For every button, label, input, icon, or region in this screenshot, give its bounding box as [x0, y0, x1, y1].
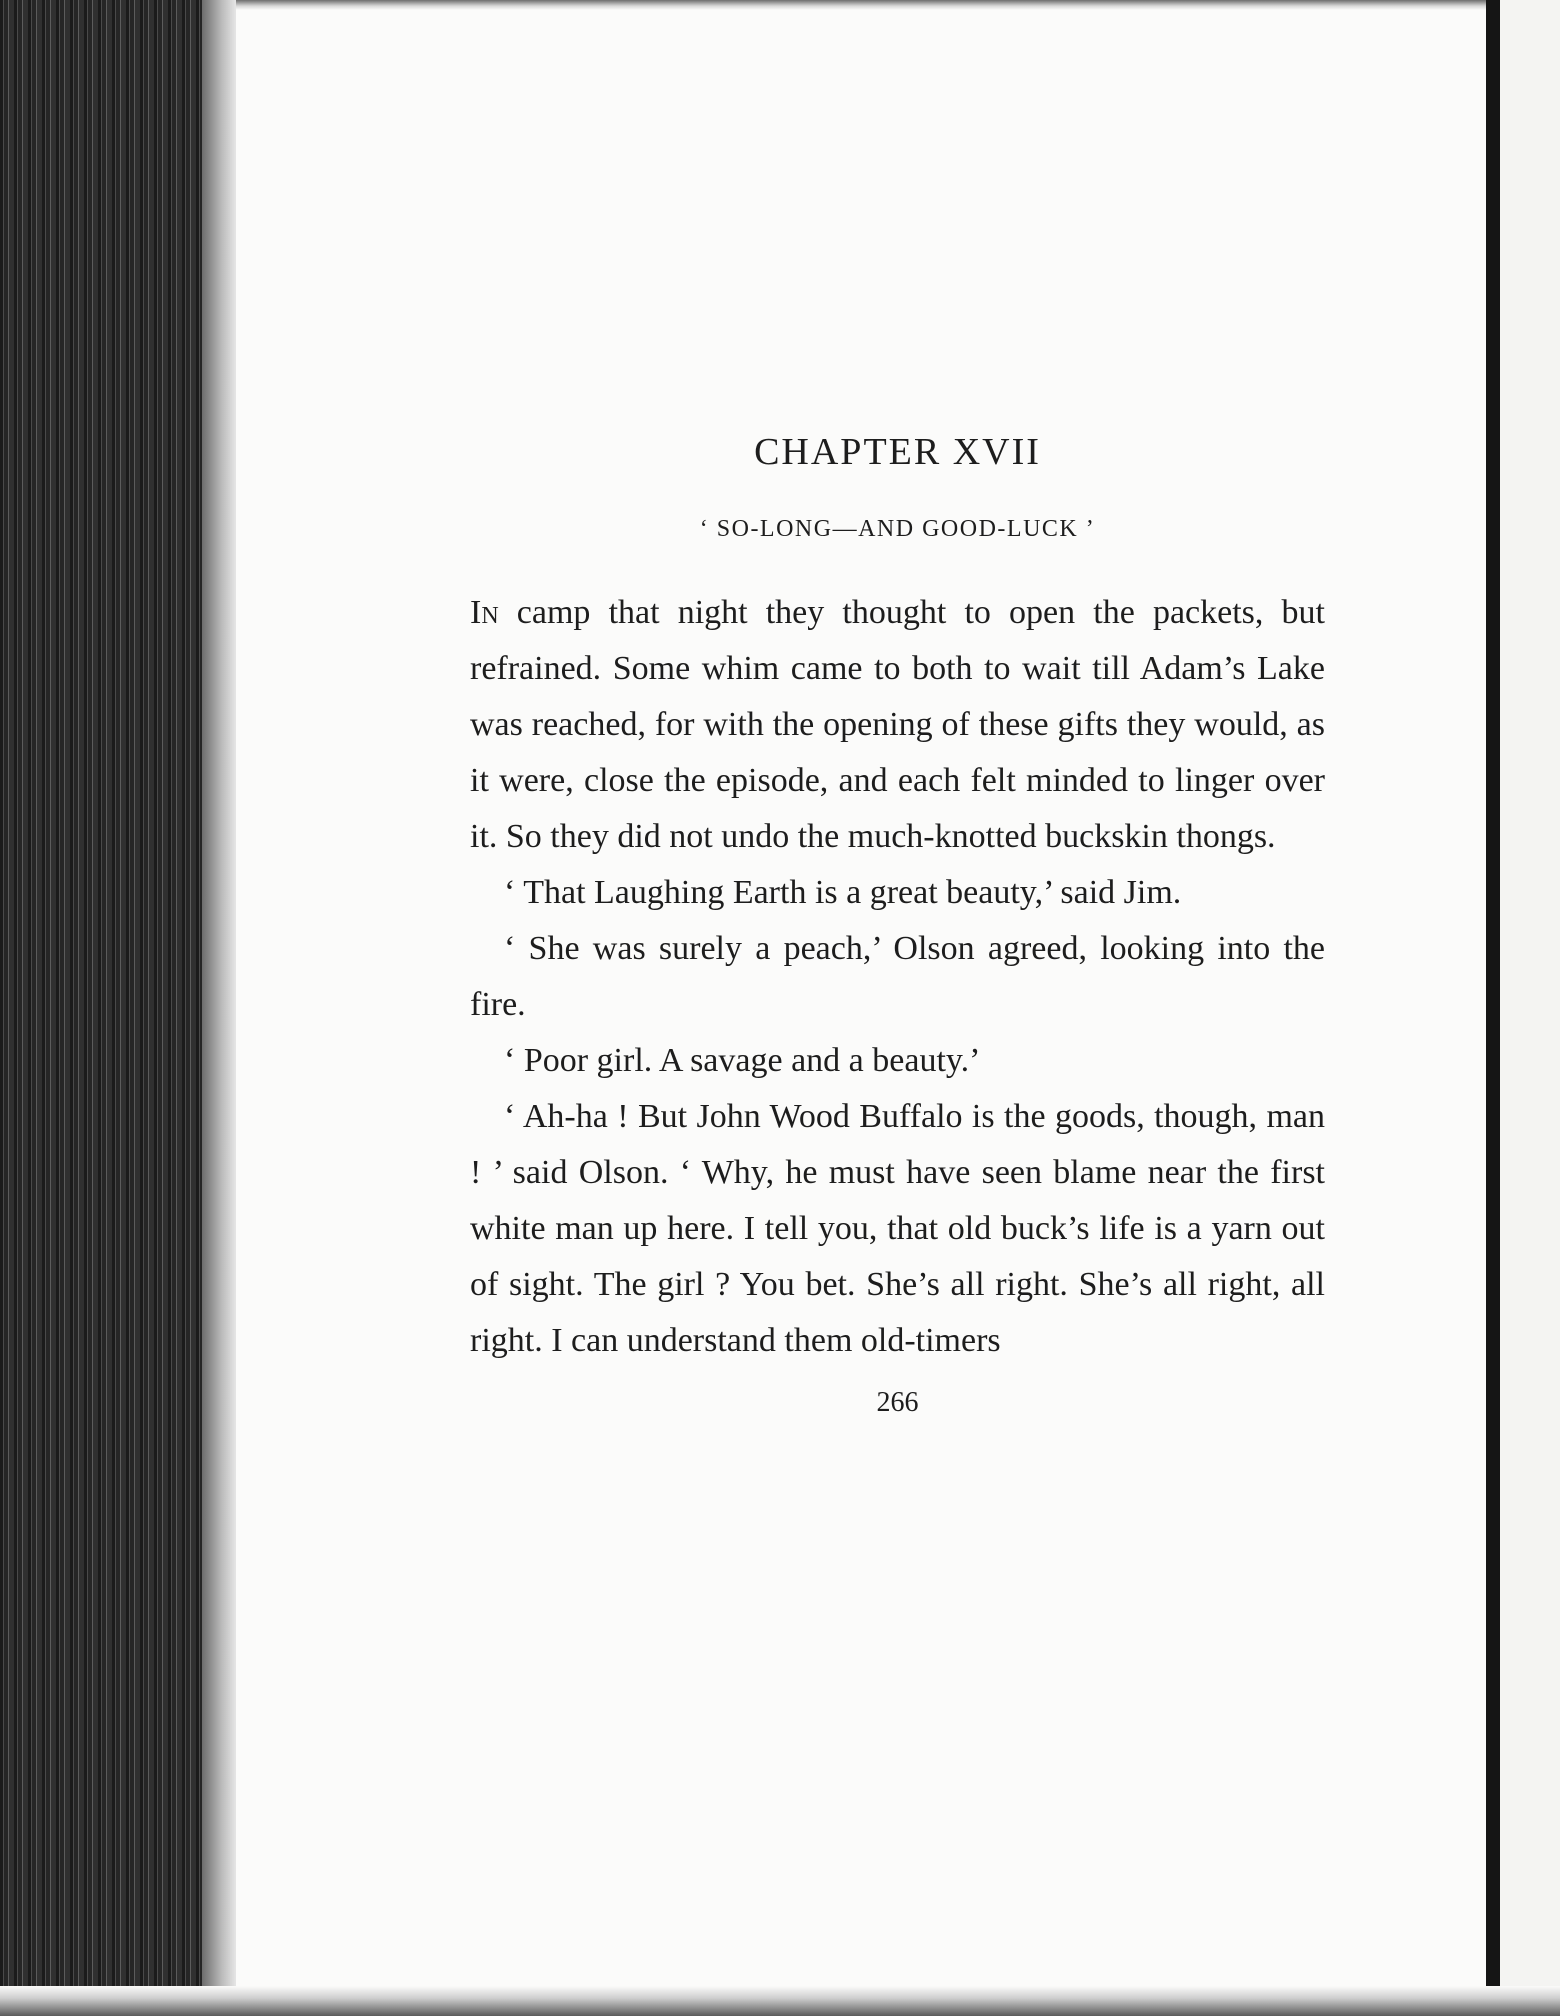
page-edge-top [236, 0, 1560, 10]
chapter-subtitle: ‘ SO-LONG—AND GOOD-LUCK ’ [699, 516, 1096, 542]
paragraph-2: ‘ That Laughing Earth is a great beauty,’ said Jim. [504, 874, 1182, 911]
book-page [470, 430, 1325, 1419]
paragraph-1-text: camp that night they thought to open the packets, but refrained. Some whim came to both to wait till Adam’s Lake was reached, for with the opening of these gifts they would, as it were, close the episode, and each felt minded to linger over it. So they did not undo the much-knotted buckskin thongs. [470, 594, 1325, 855]
chapter-body [470, 585, 1325, 1369]
gutter-rule-right [1486, 0, 1500, 2016]
facing-page-edge [1500, 0, 1560, 2016]
page-number: 266 [876, 1387, 919, 1418]
chapter-title: CHAPTER XVII [754, 431, 1041, 473]
paragraph-5: ‘ Ah-ha ! But John Wood Buffalo is the goods, though, man ! ’ said Olson. ‘ Why, he must have seen blame near the first white man up here. I tell you, that old buck’s life is a yarn out of sight. The girl ? You bet. She’s all right. She’s all right, all right. I can understand them old-timers [470, 1098, 1325, 1359]
page-edges-left [0, 0, 236, 2016]
paragraph-1 [470, 585, 1325, 865]
paragraph-3: ‘ She was surely a peach,’ Olson agreed, looking into the fire. [470, 930, 1325, 1023]
page-edge-bottom [0, 1986, 1560, 2016]
opening-smallcaps: In [470, 594, 499, 631]
paragraph-4: ‘ Poor girl. A savage and a beauty.’ [504, 1042, 981, 1079]
